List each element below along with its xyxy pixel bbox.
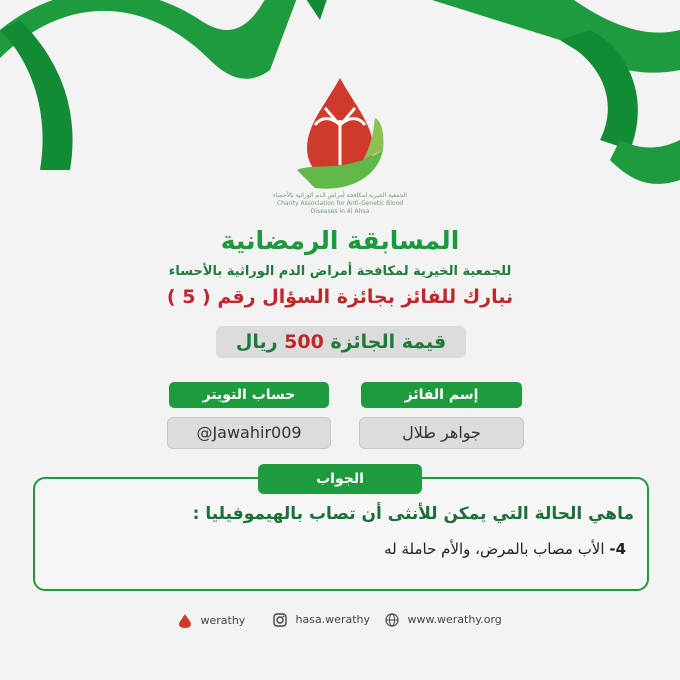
logo-caption-ar: الجمعية الخيرية لمكافحة أمراض الدم الوراثية بالأحساء xyxy=(273,192,407,199)
prize-currency: ريال xyxy=(235,331,278,353)
answer-number: 4- xyxy=(609,540,626,558)
prize-value-box xyxy=(216,326,466,358)
winner-name-value: جواهر طلال xyxy=(359,417,524,449)
twitter-handle-value: @Jawahir009 xyxy=(167,417,331,449)
twitter-label: حساب التويتر xyxy=(169,382,329,408)
answer-frame xyxy=(33,477,649,591)
footer-brand-text: werathy xyxy=(200,614,246,627)
logo-caption xyxy=(270,192,410,216)
logo-caption-en: Charity Association for Anti-Genetic Blood Diseases in Al Ahsa xyxy=(276,200,404,215)
prize-prefix: قيمة الجائزة xyxy=(330,331,447,353)
footer-instagram-text: hasa.werathy xyxy=(295,613,371,626)
answer-tab-label: الجواب xyxy=(258,464,422,494)
blood-drop-logo xyxy=(285,70,395,210)
page-title: المسابقة الرمضانية xyxy=(220,226,460,255)
footer-website[interactable] xyxy=(385,613,502,627)
footer-instagram[interactable] xyxy=(273,613,370,627)
prize-amount: 500 xyxy=(284,331,324,353)
association-subtitle: للجمعية الخيرية لمكافحة أمراض الدم الوراثية بالأحساء xyxy=(168,264,512,279)
question-text: ماهي الحالة التي يمكن للأنثى أن تصاب بالهيموفيليا : xyxy=(192,504,634,524)
winner-name-label: إسم الفائز xyxy=(361,382,522,408)
globe-icon xyxy=(385,613,399,627)
answer-text: الأب مصاب بالمرض، والأم حاملة له xyxy=(384,540,605,558)
instagram-icon xyxy=(273,613,287,627)
footer-website-text: www.werathy.org xyxy=(407,613,502,626)
footer-brand xyxy=(178,613,245,629)
answer-text-line xyxy=(36,540,626,558)
congrats-line: نبارك للفائز بجائزة السؤال رقم ( 5 ) xyxy=(166,286,514,308)
blood-drop-icon xyxy=(178,613,192,629)
